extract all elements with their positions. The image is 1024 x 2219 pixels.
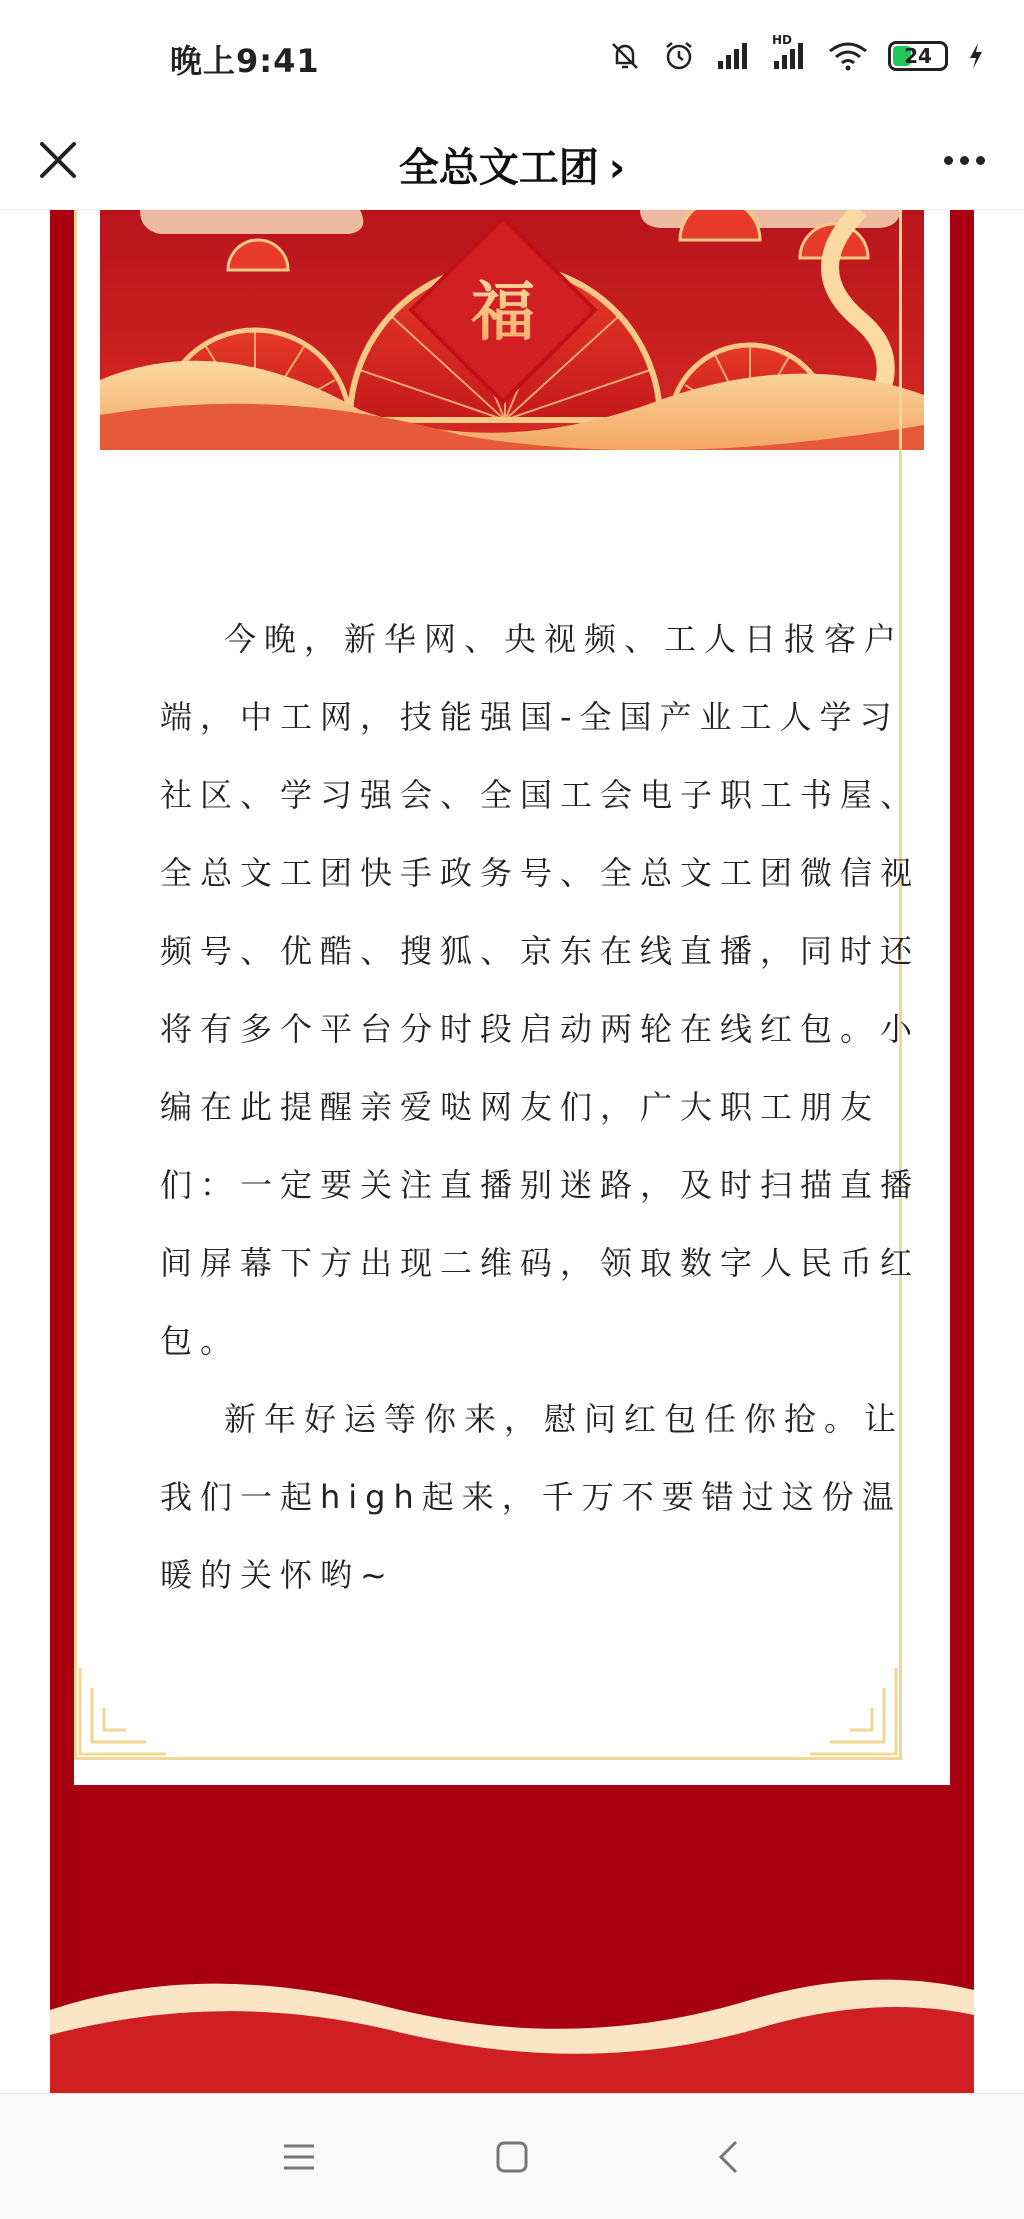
back-button[interactable] <box>705 2134 751 2180</box>
home-button[interactable] <box>489 2134 535 2180</box>
decorative-waves <box>50 1910 974 2093</box>
corner-ornament-right <box>810 1668 900 1758</box>
wifi-icon <box>828 41 868 71</box>
page-title: 全总文工团 <box>398 145 599 191</box>
more-dot <box>976 156 985 165</box>
hd-label: HD <box>772 33 793 47</box>
more-dot <box>960 156 969 165</box>
home-icon <box>495 2140 529 2174</box>
menu-icon <box>282 2142 316 2172</box>
paragraph: 今晚，新华网、央视频、工人日报客户端，中工网，技能强国-全国产业工人学习社区、学习强会、全国工会电子职工书屋、全总文工团快手政务号、全总文工团微信视频号、优酷、搜狐、京东在线直播，同时还将有多个平台分时段启动两轮在线红包。小编在此提醒亲爱哒网友们，广大职工朋友们：一定要关注直播别迷路，及时扫描直播间屏幕下方出现二维码，领取数字人民币红包。 <box>160 620 921 1360</box>
alarm-icon <box>662 39 696 73</box>
charging-icon <box>968 41 984 71</box>
more-button[interactable] <box>934 132 994 188</box>
nav-bar <box>0 110 1024 210</box>
article-content <box>160 600 920 1614</box>
fu-character: 福 <box>471 275 535 350</box>
status-icons <box>608 33 984 76</box>
status-bar <box>0 0 1024 110</box>
corner-ornament-left <box>76 1668 166 1758</box>
paragraph: 新年好运等你来，慰问红包任你抢。让我们一起high起来，千万不要错过这份温暖的关怀哟~ <box>160 1400 905 1594</box>
back-icon <box>716 2139 740 2175</box>
battery-level: 24 <box>904 44 932 68</box>
more-dot <box>944 156 953 165</box>
signal-icon <box>716 41 752 71</box>
chevron-right-icon: › <box>608 145 626 191</box>
article-body <box>50 210 974 2093</box>
mute-bell-icon <box>608 39 642 73</box>
battery-indicator <box>888 41 948 71</box>
hd-signal <box>772 33 808 71</box>
menu-button[interactable] <box>276 2134 322 2180</box>
account-title-link[interactable] <box>0 136 1024 193</box>
system-navigation <box>0 2093 1024 2219</box>
status-time: 晚上9:41 <box>170 42 320 80</box>
